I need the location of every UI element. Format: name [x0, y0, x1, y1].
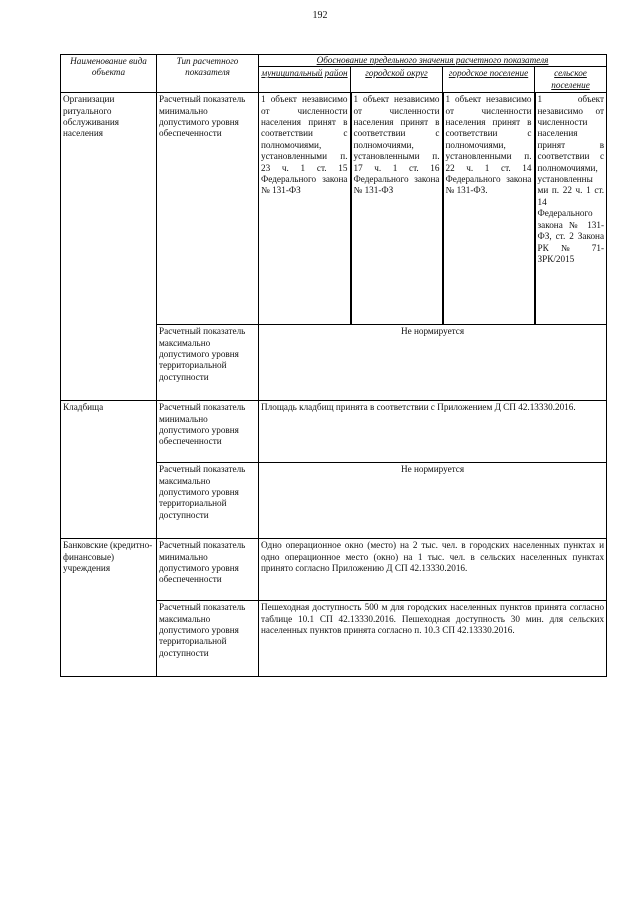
header-type: Тип расчетного показателя — [157, 55, 259, 93]
value-all: Не нормируется — [259, 325, 607, 401]
header-row — [61, 55, 607, 67]
header-city: городской округ — [351, 67, 443, 93]
value-all: Не нормируется — [259, 463, 607, 539]
header-rural: сельское поселение — [535, 67, 607, 93]
indicator-type: Расчетный показатель минимально допустимого уровня обеспеченности — [157, 93, 259, 325]
indicator-type: Расчетный показатель максимально допустимого уровня территориальной доступности — [157, 325, 259, 401]
value-all: Пешеходная доступность 500 м для городских населенных пунктов принята согласно таблице 10.1 СП 42.13330.2016. Пешеходная доступность 30 мин. для сельских населенных пунктов принята согласно п. 10.3 СП 42.13330.2016. — [259, 601, 607, 677]
object-name: Банковские (кредитно-финансовые) учреждения — [61, 539, 157, 677]
norms-table — [60, 54, 607, 677]
header-municipal: муниципальный район — [259, 67, 351, 93]
indicator-type: Расчетный показатель максимально допустимого уровня территориальной доступности — [157, 463, 259, 539]
value-all: Площадь кладбищ принята в соответствии с Приложением Д СП 42.13330.2016. — [259, 401, 607, 463]
header-basis: Обоснование предельного значения расчетного показателя — [259, 55, 607, 67]
object-name: Кладбища — [61, 401, 157, 539]
indicator-type: Расчетный показатель минимально допустимого уровня обеспеченности — [157, 539, 259, 601]
header-urban: городское поселение — [443, 67, 535, 93]
page-number: 192 — [312, 10, 328, 21]
value-city: 1 объект независимо от численности населения принят в соответствии с полномочиями, установленными п. 17 ч. 1 ст. 16 Федерального закона № 131-ФЗ — [351, 93, 443, 325]
table-row — [61, 539, 607, 601]
indicator-type: Расчетный показатель минимально допустимого уровня обеспеченности — [157, 401, 259, 463]
value-all: Одно операционное окно (место) на 2 тыс. чел. в городских населенных пунктах и одно операционное место (окно) на 1 тыс. чел. в сельских населенных пунктах принято согласно Приложению Д СП 42.13330.2016. — [259, 539, 607, 601]
value-urban: 1 объект независимо от численности населения принят в соответствии с полномочиями, установленными п. 22 ч. 1 ст. 14 Федерального закона № 131-ФЗ. — [443, 93, 535, 325]
table-row — [61, 401, 607, 463]
header-object: Наименование вида объекта — [61, 55, 157, 93]
table-row — [61, 93, 607, 325]
object-name: Организации ритуального обслуживания населения — [61, 93, 157, 401]
value-rural: 1 объект независимо от численности населения принят в соответствии с полномочиями, установленны ми п. 22 ч. 1 ст. 14 Федерального закона № 131-ФЗ, ст. 2 Закона РК № 71-ЗРК/2015 — [535, 93, 607, 325]
indicator-type: Расчетный показатель максимально допустимого уровня территориальной доступности — [157, 601, 259, 677]
value-municipal: 1 объект независимо от численности населения принят в соответствии с полномочиями, установленными п. 23 ч. 1 ст. 15 Федерального закона № 131-ФЗ — [259, 93, 351, 325]
